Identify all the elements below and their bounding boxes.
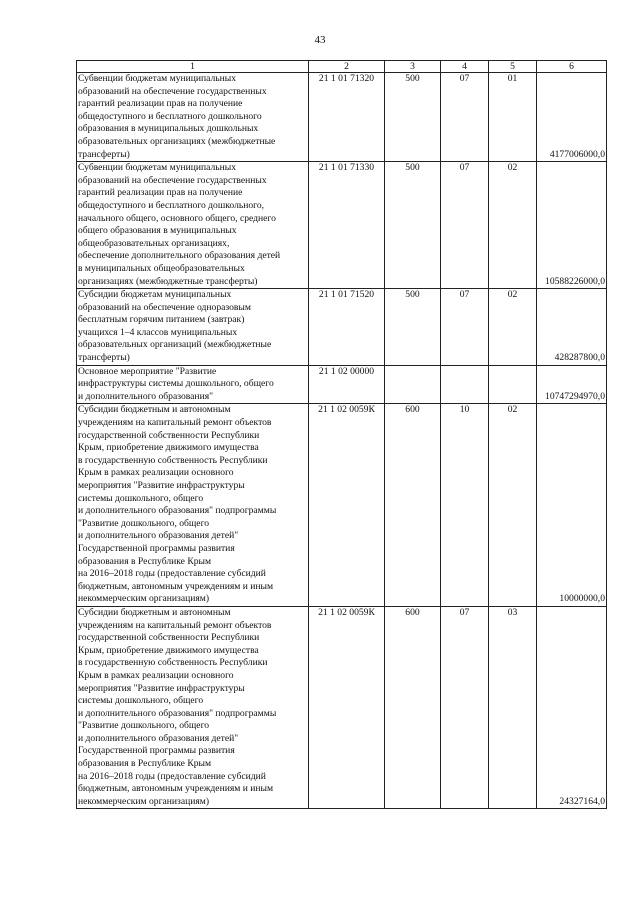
column-header: 3 [385, 61, 441, 73]
target-code: 21 1 01 71520 [309, 289, 385, 366]
expense-type: 600 [385, 404, 441, 607]
expense-type: 500 [385, 289, 441, 366]
column-header: 5 [489, 61, 537, 73]
item-name: Субсидии бюджетным и автономным учреждениям на капитальный ремонт объектов государственной собственности Республики Крым, приобретение движимого имущества в государственную собственность Республики Крым в рамках реализации основного мероприятия "Развитие инфраструктуры системы дошкольного, общего и дополнительного образования" подпрограммы "Развитие дошкольного, общего и дополнительного образования детей" Государственной программы развития образования в Республике Крым на 2016–2018 годы (предоставление субсидий бюджетным, автономным учреждениям и иным некоммерческим организациям) [77, 404, 309, 607]
target-code: 21 1 02 00000 [309, 365, 385, 404]
table-row [77, 73, 607, 162]
item-name: Субсидии бюджетным и автономным учреждениям на капитальный ремонт объектов государственной собственности Республики Крым, приобретение движимого имущества в государственную собственность Республики Крым в рамках реализации основного мероприятия "Развитие инфраструктуры системы дошкольного, общего и дополнительного образования" подпрограммы "Развитие дошкольного, общего и дополнительного образования детей" Государственной программы развития образования в Республике Крым на 2016–2018 годы (предоставление субсидий бюджетным, автономным учреждениям и иным некоммерческим организациям) [77, 606, 309, 809]
page-number: 43 [314, 34, 326, 46]
column-number-row [77, 61, 607, 73]
target-code: 21 1 02 0059К [309, 606, 385, 809]
table-row [77, 289, 607, 366]
section: 07 [441, 73, 489, 162]
amount: 10000000,0 [537, 404, 607, 607]
table-row [77, 162, 607, 289]
section: 07 [441, 289, 489, 366]
column-header: 2 [309, 61, 385, 73]
amount: 10747294970,0 [537, 365, 607, 404]
table-row [77, 365, 607, 404]
section: 07 [441, 162, 489, 289]
item-name: Основное мероприятие "Развитие инфраструктуры системы дошкольного, общего и дополнительного образования" [77, 365, 309, 404]
section [441, 365, 489, 404]
expense-type: 600 [385, 606, 441, 809]
table-body [77, 61, 607, 809]
table-row [77, 404, 607, 607]
amount: 4177006000,0 [537, 73, 607, 162]
column-header: 6 [537, 61, 607, 73]
subsection: 02 [489, 404, 537, 607]
column-header: 1 [77, 61, 309, 73]
subsection: 02 [489, 162, 537, 289]
target-code: 21 1 01 71320 [309, 73, 385, 162]
budget-table [76, 60, 607, 809]
item-name: Субвенции бюджетам муниципальных образований на обеспечение государственных гарантий реализации прав на получение общедоступного и бесплатного дошкольного, начального общего, основного общего, среднего общего образования в муниципальных общеобразовательных организациях, обеспечение дополнительного образования детей в муниципальных общеобразовательных организациях (межбюджетные трансферты) [77, 162, 309, 289]
expense-type: 500 [385, 162, 441, 289]
table-row [77, 606, 607, 809]
subsection [489, 365, 537, 404]
amount: 10588226000,0 [537, 162, 607, 289]
item-name: Субвенции бюджетам муниципальных образований на обеспечение государственных гарантий реализации прав на получение общедоступного и бесплатного дошкольного образования в муниципальных дошкольных образовательных организациях (межбюджетные трансферты) [77, 73, 309, 162]
expense-type [385, 365, 441, 404]
section: 07 [441, 606, 489, 809]
target-code: 21 1 01 71330 [309, 162, 385, 289]
item-name: Субсидии бюджетам муниципальных образований на обеспечение одноразовым бесплатным горячим питанием (завтрак) учащихся 1–4 классов муниципальных образовательных организаций (межбюджетные трансферты) [77, 289, 309, 366]
column-header: 4 [441, 61, 489, 73]
amount: 24327164,0 [537, 606, 607, 809]
subsection: 02 [489, 289, 537, 366]
subsection: 01 [489, 73, 537, 162]
amount: 428287800,0 [537, 289, 607, 366]
section: 10 [441, 404, 489, 607]
subsection: 03 [489, 606, 537, 809]
expense-type: 500 [385, 73, 441, 162]
target-code: 21 1 02 0059К [309, 404, 385, 607]
